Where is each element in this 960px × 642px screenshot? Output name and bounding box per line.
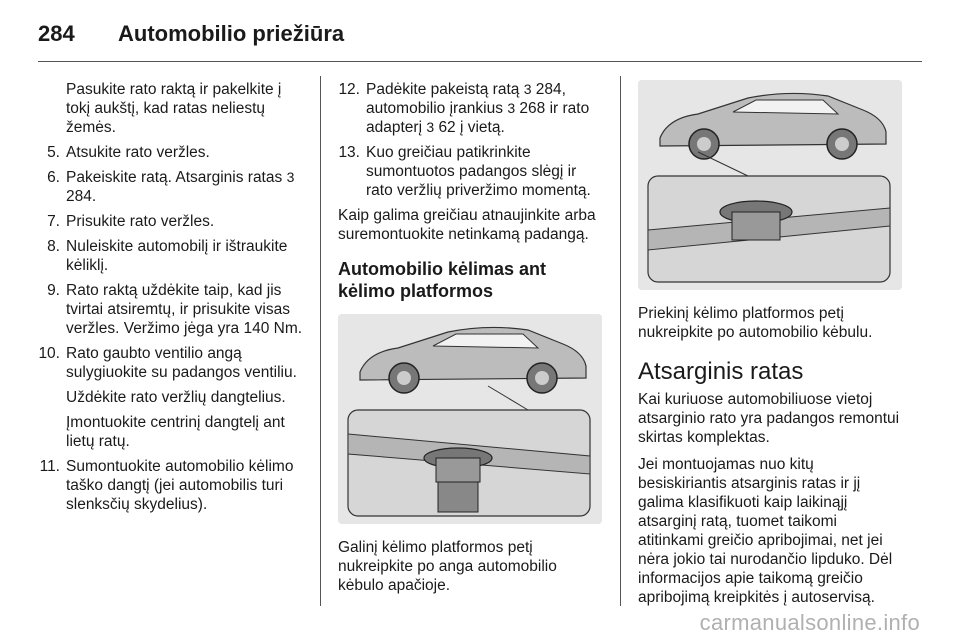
step-10: 10. Rato gaubto ventilio angą sulygiuokite su padangos ventiliu. Uždėkite rato veržlių dangtelius. Įmontuokite centrinį dangtelį ant lietų ratų. <box>38 345 297 450</box>
intro-paragraph: Pasukite rato raktą ir pakelkite į tokį aukštį, kad ratas neliestų žemės. <box>66 81 282 136</box>
step-11: 11. Sumontuokite automobilio kėlimo taško dangtį (jei automobilis turi slenksčių skydelius). <box>39 458 294 513</box>
step-5: 5. Atsukite rato veržles. <box>47 144 210 161</box>
spare-paragraph-1: Kai kuriuose automobiliuose vietoj atsarginio rato yra padangos remontui skirtas komplektas. <box>638 391 900 446</box>
step-12: 12. Padėkite pakeistą ratą 3 284, automobilio įrankius 3 268 ir rato adapterį 3 62 į vietą. <box>338 81 590 136</box>
page-ref-icon: 3 <box>426 119 435 135</box>
page-ref[interactable]: 268 ir rato adapterį <box>366 100 590 136</box>
column-2 <box>338 80 604 603</box>
header-divider <box>38 61 922 62</box>
car-lift-rear-figure <box>338 314 602 524</box>
spare-paragraph-2: Jei montuojamas nuo kitų besiskiriantis atsarginis ratas ir jį galima klasifikuoti kaip laikinąjį atsarginį ratą, tuomet taikomi atitinkami greičio apribojimai, net jei nėra jokio tai nurodančio lipduko. Dėl informacijos apie taikomą greičio apribojimą kreipkitės į autoservisą. <box>638 456 893 606</box>
column-1 <box>38 80 306 520</box>
section-heading-lift: Automobilio kėlimas ant kėlimo platformos <box>338 259 547 301</box>
front-lift-caption: Priekinį kėlimo platformos petį nukreipkite po automobilio kėbulu. <box>638 305 873 341</box>
page-number: 284 <box>38 21 75 46</box>
page-header <box>38 14 344 54</box>
column-divider-right <box>620 76 621 606</box>
page-ref[interactable]: 284. <box>66 188 97 205</box>
step-8: 8. Nuleiskite automobilį ir ištraukite kėliklį. <box>47 238 288 274</box>
section-heading-spare: Atsarginis ratas <box>638 358 804 385</box>
front-lift-illustration <box>638 80 902 290</box>
page-title: Automobilio priežiūra <box>118 21 345 46</box>
repair-paragraph: Kaip galima greičiau atnaujinkite arba suremontuokite netinkamą padangą. <box>338 207 596 243</box>
page-ref[interactable]: 62 į vietą. <box>438 119 505 136</box>
car-lift-front-figure <box>638 80 902 290</box>
page-ref-icon: 3 <box>286 169 295 185</box>
rear-lift-caption: Galinį kėlimo platformos petį nukreipkite po anga automobilio kėbulo apačioje. <box>338 539 557 594</box>
column-3 <box>638 80 904 615</box>
page-ref-icon: 3 <box>507 100 516 116</box>
step-9: 9. Rato raktą uždėkite taip, kad jis tvirtai atsiremtų, ir prisukite visas veržles. Veržimo jėga yra 140 Nm. <box>47 282 303 337</box>
step-13: 13. Kuo greičiau patikrinkite sumontuotos padangos slėgį ir rato veržlių priveržimo momentą. <box>338 144 591 199</box>
step-6: 6. Pakeiskite ratą. Atsarginis ratas 3 284. <box>47 169 295 205</box>
step-7: 7. Prisukite rato veržles. <box>47 213 215 230</box>
page-ref-icon: 3 <box>523 81 532 97</box>
column-divider-left <box>320 76 321 606</box>
watermark: carmanualsonline.info <box>699 610 920 635</box>
rear-lift-illustration <box>338 314 602 524</box>
page-ref[interactable]: 284, <box>535 81 566 98</box>
